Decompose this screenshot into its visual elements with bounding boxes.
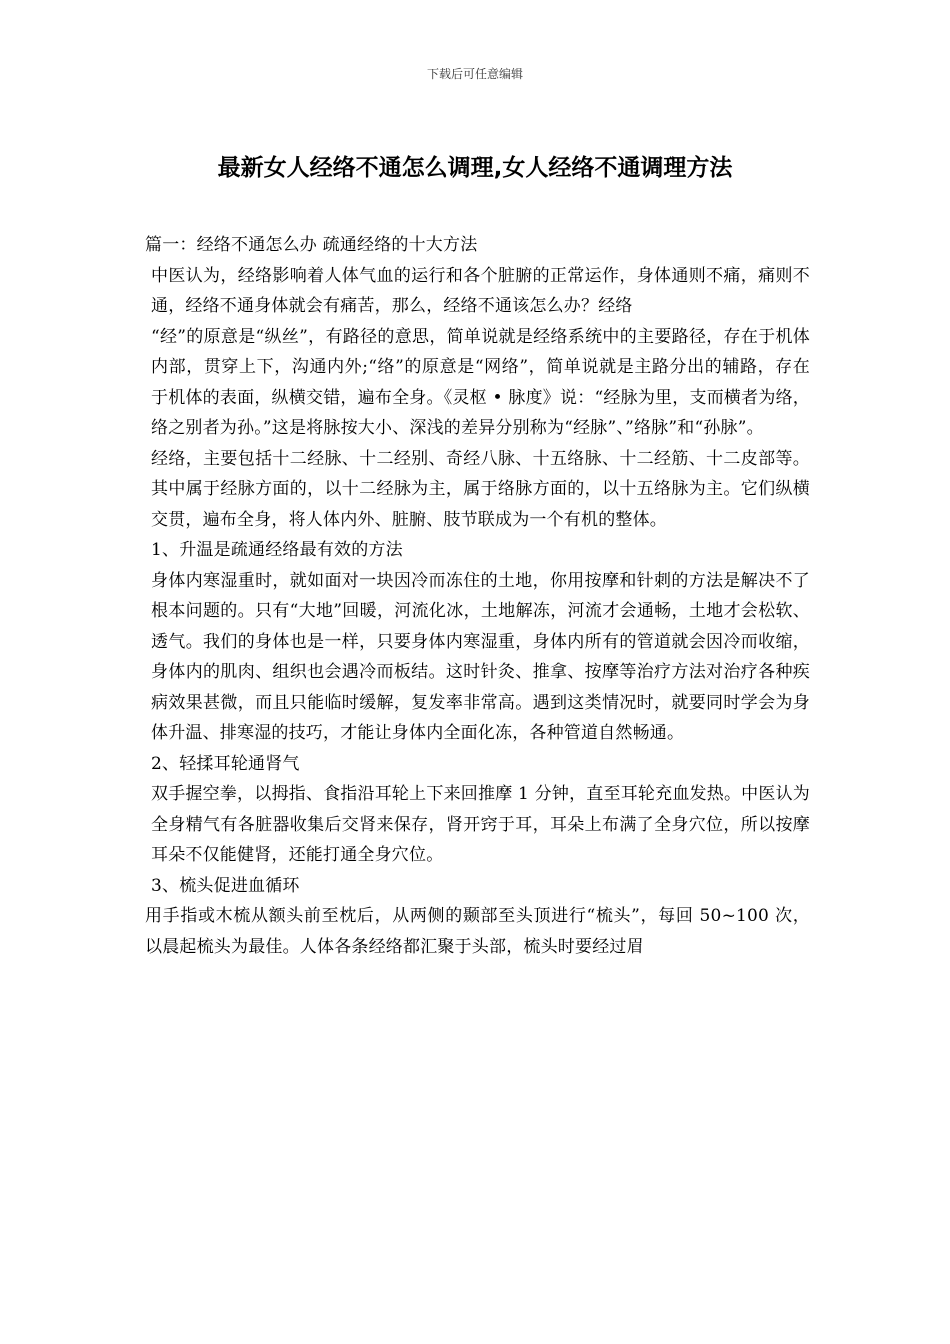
method-heading: 1、升温是疏通经络最有效的方法 (151, 540, 403, 560)
paragraph: 双手握空拳，以拇指、食指沿耳轮上下来回推摩 1 分钟，直至耳轮充血发热。中医认为全身精气有各脏器收集后交肾来保存，肾开窍于耳，耳朵上布满了全身穴位，所以按摩耳朵不仅能健肾，还能打通全身穴位。 (151, 784, 810, 865)
paragraph: 用手指或木梳从额头前至枕后，从两侧的颞部至头顶进行“梳头”，每回 50~100 次，以晨起梳头为最佳。人体各条经络都汇聚于头部，梳头时要经过眉 (145, 906, 810, 957)
header-note: 下载后可任意编辑 (426, 67, 523, 81)
paragraph: “经”的原意是“纵丝”，有路径的意思，简单说就是经络系统中的主要路径，存在于机体内部，贯穿上下，沟通内外;“络”的原意是“网络”，简单说就是主路分出的辅路，存在于机体的表面，纵横交错，遍布全身。《灵枢 • 脉度》说：“经脉为里，支而横者为络，络之别者为孙。”这是将脉按大小、深浅的差异分别称为“经脉”、”络脉”和“孙脉”。 (151, 326, 810, 438)
method-heading: 2、轻揉耳轮通肾气 (151, 753, 300, 774)
document-title: 最新女人经络不通怎么调理,女人经络不通调理方法 (217, 155, 733, 181)
paragraph: 身体内寒湿重时，就如面对一块因冷而冻住的土地，你用按摩和针刺的方法是解决不了根本问题的。只有“大地”回暖，河流化冰，土地解冻，河流才会通畅，土地才会松软、透气。我们的身体也是一样，只要身体内寒湿重，身体内所有的管道就会因冷而收缩，身体内的肌肉、组织也会遇冷而板结。这时针灸、推拿、按摩等治疗方法对治疗各种疾病效果甚微，而且只能临时缓解，复发率非常高。遇到这类情况时，就要同时学会为身体升温、排寒湿的技巧，才能让身体内全面化冻，各种管道自然畅通。 (151, 570, 810, 743)
document-body (145, 230, 810, 962)
paragraph: 经络，主要包括十二经脉、十二经别、奇经八脉、十五络脉、十二经筋、十二皮部等。其中属于经脉方面的，以十二经脉为主，属于络脉方面的，以十五络脉为主。它们纵横交贯，遍布全身，将人体内外、脏腑、肢节联成为一个有机的整体。 (151, 448, 810, 530)
section-heading: 篇一：经络不通怎么办 疏通经络的十大方法 (145, 235, 478, 255)
paragraph: 中医认为，经络影响着人体气血的运行和各个脏腑的正常运作，身体通则不痛，痛则不通，经络不通身体就会有痛苦，那么，经络不通该怎么办？经络 (151, 265, 810, 316)
method-heading: 3、梳头促进血循环 (151, 875, 300, 896)
